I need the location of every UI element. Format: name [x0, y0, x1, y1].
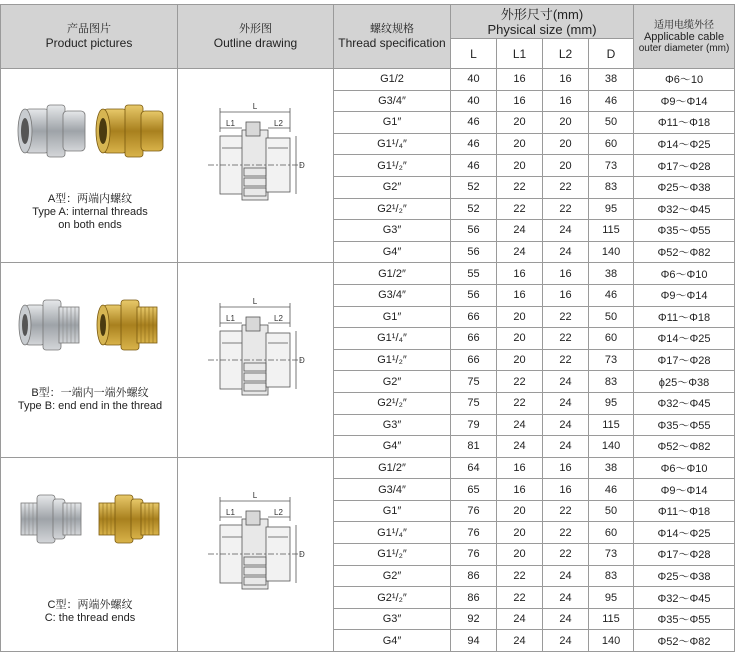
caption-en1: Type B: end end in the thread [17, 400, 163, 413]
l1-cell: 20 [497, 328, 543, 350]
l2-cell: 22 [543, 522, 589, 544]
thread-cell: G2¹/₂″ [334, 587, 451, 609]
spec-body [1, 69, 735, 652]
thread-cell: G3/4″ [334, 479, 451, 501]
l2-cell: 22 [543, 198, 589, 220]
l-cell: 75 [451, 392, 497, 414]
l1-cell: 20 [497, 349, 543, 371]
d-cell: 50 [589, 500, 634, 522]
cable-diameter-cell: Φ35～Φ55 [634, 414, 735, 436]
caption-en1: Type A: internal threads [32, 205, 148, 218]
l-cell: 81 [451, 436, 497, 458]
caption-zh: A型：两端内螺纹 [47, 192, 133, 205]
l-cell: 46 [451, 133, 497, 155]
product-photo [1, 265, 179, 385]
l1-cell: 16 [497, 69, 543, 91]
l1-cell: 20 [497, 155, 543, 177]
l2-cell: 24 [543, 630, 589, 652]
cable-diameter-cell: Φ32～Φ45 [634, 198, 735, 220]
outline-drawing [178, 279, 334, 439]
cable-diameter-cell: Φ11～Φ18 [634, 306, 735, 328]
l2-cell: 22 [543, 176, 589, 198]
l1-cell: 20 [497, 522, 543, 544]
d-cell: 73 [589, 544, 634, 566]
d-cell: 83 [589, 565, 634, 587]
dimension-label: L [252, 102, 258, 112]
l1-cell: 22 [497, 198, 543, 220]
l-cell: 66 [451, 306, 497, 328]
col-L2: L2 [543, 39, 589, 69]
l1-cell: 16 [497, 457, 543, 479]
col-D: D [589, 39, 634, 69]
l2-cell: 16 [543, 457, 589, 479]
l-cell: 52 [451, 198, 497, 220]
thread-cell: G1″ [334, 500, 451, 522]
thread-cell: G2″ [334, 176, 451, 198]
l2-cell: 16 [543, 90, 589, 112]
d-cell: 73 [589, 155, 634, 177]
l1-cell: 20 [497, 500, 543, 522]
header-product: 产品图片 Product pictures [1, 5, 178, 69]
caption-zh: C型：两端外螺纹 [47, 599, 133, 612]
cable-diameter-cell: Φ14～Φ25 [634, 328, 735, 350]
l2-cell: 22 [543, 349, 589, 371]
cable-diameter-cell: Φ52～Φ82 [634, 630, 735, 652]
product-photo [1, 71, 179, 191]
d-cell: 95 [589, 198, 634, 220]
l1-cell: 20 [497, 544, 543, 566]
cable-diameter-cell: Φ9～Φ14 [634, 284, 735, 306]
dimension-label: D [299, 161, 305, 171]
l1-cell: 16 [497, 90, 543, 112]
cable-diameter-cell: ϕ25～Φ38 [634, 371, 735, 393]
thread-cell: G1¹/₂″ [334, 544, 451, 566]
d-cell: 115 [589, 220, 634, 242]
thread-cell: G1¹/₂″ [334, 349, 451, 371]
d-cell: 50 [589, 306, 634, 328]
thread-cell: G3″ [334, 414, 451, 436]
l-cell: 64 [451, 457, 497, 479]
thread-cell: G4″ [334, 630, 451, 652]
thread-cell: G4″ [334, 241, 451, 263]
thread-cell: G1¹/₂″ [334, 155, 451, 177]
thread-cell: G1″ [334, 112, 451, 134]
d-cell: 60 [589, 133, 634, 155]
l1-cell: 20 [497, 112, 543, 134]
cable-diameter-cell: Φ35～Φ55 [634, 608, 735, 630]
l2-cell: 24 [543, 436, 589, 458]
d-cell: 73 [589, 349, 634, 371]
l-cell: 79 [451, 414, 497, 436]
product-photo [1, 459, 179, 579]
cable-diameter-cell: Φ11～Φ18 [634, 500, 735, 522]
dimension-label: L [252, 490, 258, 500]
outline-drawing [178, 473, 334, 633]
l2-cell: 24 [543, 241, 589, 263]
l-cell: 66 [451, 328, 497, 350]
l-cell: 56 [451, 284, 497, 306]
dimension-label: L [252, 296, 258, 306]
l1-cell: 22 [497, 565, 543, 587]
drawing-cell-type-b [178, 263, 334, 457]
thread-cell: G3/4″ [334, 284, 451, 306]
thread-cell: G3″ [334, 608, 451, 630]
dimension-label: L2 [274, 313, 283, 323]
l2-cell: 16 [543, 69, 589, 91]
l-cell: 46 [451, 155, 497, 177]
outline-drawing [178, 84, 334, 244]
thread-cell: G4″ [334, 436, 451, 458]
caption-en1: C: the thread ends [44, 612, 136, 625]
dimension-label: D [299, 355, 305, 365]
dimension-label: L2 [274, 119, 283, 129]
l1-cell: 24 [497, 608, 543, 630]
l1-cell: 22 [497, 392, 543, 414]
d-cell: 140 [589, 436, 634, 458]
thread-cell: G1/2″ [334, 457, 451, 479]
l2-cell: 24 [543, 414, 589, 436]
cable-diameter-cell: Φ17～Φ28 [634, 349, 735, 371]
d-cell: 95 [589, 392, 634, 414]
d-cell: 38 [589, 263, 634, 285]
l-cell: 86 [451, 565, 497, 587]
d-cell: 115 [589, 414, 634, 436]
l2-cell: 24 [543, 220, 589, 242]
l-cell: 76 [451, 500, 497, 522]
l-cell: 46 [451, 112, 497, 134]
thread-cell: G1¹/₄″ [334, 328, 451, 350]
cable-diameter-cell: Φ9～Φ14 [634, 479, 735, 501]
col-L1: L1 [497, 39, 543, 69]
l1-cell: 20 [497, 306, 543, 328]
header-thread: 螺纹规格 Thread specification [334, 5, 451, 69]
cable-diameter-cell: Φ6～Φ10 [634, 457, 735, 479]
l1-cell: 22 [497, 587, 543, 609]
l-cell: 76 [451, 544, 497, 566]
l-cell: 94 [451, 630, 497, 652]
l2-cell: 24 [543, 392, 589, 414]
product-caption [1, 387, 179, 413]
l2-cell: 22 [543, 500, 589, 522]
l-cell: 65 [451, 479, 497, 501]
cable-diameter-cell: Φ6～Φ10 [634, 263, 735, 285]
dimension-label: D [299, 549, 305, 559]
l-cell: 92 [451, 608, 497, 630]
l1-cell: 24 [497, 630, 543, 652]
d-cell: 46 [589, 284, 634, 306]
dimension-label: L1 [226, 119, 235, 129]
thread-cell: G2¹/₂″ [334, 392, 451, 414]
spec-table [0, 4, 735, 652]
d-cell: 60 [589, 328, 634, 350]
l-cell: 66 [451, 349, 497, 371]
l2-cell: 22 [543, 306, 589, 328]
thread-cell: G1″ [334, 306, 451, 328]
l2-cell: 22 [543, 328, 589, 350]
cable-diameter-cell: Φ52～Φ82 [634, 241, 735, 263]
cable-diameter-cell: Φ35～Φ55 [634, 220, 735, 242]
l2-cell: 16 [543, 263, 589, 285]
thread-cell: G1¹/₄″ [334, 522, 451, 544]
l1-cell: 20 [497, 133, 543, 155]
d-cell: 38 [589, 457, 634, 479]
l-cell: 56 [451, 220, 497, 242]
cable-diameter-cell: Φ52～Φ82 [634, 436, 735, 458]
d-cell: 95 [589, 587, 634, 609]
col-L: L [451, 39, 497, 69]
thread-cell: G1/2″ [334, 263, 451, 285]
d-cell: 60 [589, 522, 634, 544]
cable-diameter-cell: Φ32～Φ45 [634, 587, 735, 609]
l1-cell: 16 [497, 263, 543, 285]
caption-en2: on both ends [58, 218, 122, 231]
l-cell: 76 [451, 522, 497, 544]
l2-cell: 20 [543, 133, 589, 155]
thread-cell: G3″ [334, 220, 451, 242]
cable-diameter-cell: Φ32～Φ45 [634, 392, 735, 414]
thread-cell: G2″ [334, 371, 451, 393]
product-caption [1, 193, 179, 232]
caption-zh: B型：一端内一端外螺纹 [31, 387, 149, 400]
l2-cell: 24 [543, 371, 589, 393]
d-cell: 83 [589, 176, 634, 198]
l-cell: 75 [451, 371, 497, 393]
l1-cell: 16 [497, 284, 543, 306]
l-cell: 86 [451, 587, 497, 609]
d-cell: 38 [589, 69, 634, 91]
drawing-cell-type-c [178, 457, 334, 651]
dimension-label: L2 [274, 507, 283, 517]
d-cell: 83 [589, 371, 634, 393]
l1-cell: 24 [497, 220, 543, 242]
l2-cell: 16 [543, 479, 589, 501]
l-cell: 52 [451, 176, 497, 198]
thread-cell: G3/4″ [334, 90, 451, 112]
l2-cell: 24 [543, 608, 589, 630]
drawing-cell-type-a [178, 69, 334, 263]
d-cell: 115 [589, 608, 634, 630]
table-row [1, 69, 735, 91]
product-cell-type-b [1, 263, 178, 457]
header-size: 外形尺寸(mm) Physical size (mm) [451, 5, 634, 39]
header-outline: 外形图 Outline drawing [178, 5, 334, 69]
l-cell: 56 [451, 241, 497, 263]
l1-cell: 22 [497, 371, 543, 393]
cable-diameter-cell: Φ9～Φ14 [634, 90, 735, 112]
l2-cell: 24 [543, 587, 589, 609]
dimension-label: L1 [226, 507, 235, 517]
thread-cell: G2″ [334, 565, 451, 587]
cable-diameter-cell: Φ25～Φ38 [634, 565, 735, 587]
l-cell: 55 [451, 263, 497, 285]
d-cell: 46 [589, 90, 634, 112]
l1-cell: 24 [497, 436, 543, 458]
thread-cell: G1¹/₄″ [334, 133, 451, 155]
d-cell: 140 [589, 630, 634, 652]
cable-diameter-cell: Φ6～10 [634, 69, 735, 91]
thread-cell: G2¹/₂″ [334, 198, 451, 220]
cable-diameter-cell: Φ14～Φ25 [634, 522, 735, 544]
dimension-label: L1 [226, 313, 235, 323]
cable-diameter-cell: Φ11～Φ18 [634, 112, 735, 134]
l2-cell: 20 [543, 112, 589, 134]
l2-cell: 16 [543, 284, 589, 306]
l1-cell: 22 [497, 176, 543, 198]
cable-diameter-cell: Φ14～Φ25 [634, 133, 735, 155]
thread-cell: G1/2 [334, 69, 451, 91]
header-cable: 适用电缆外径 Applicable cable outer diameter (mm) [634, 5, 735, 69]
d-cell: 50 [589, 112, 634, 134]
table-row [1, 457, 735, 479]
d-cell: 140 [589, 241, 634, 263]
l2-cell: 24 [543, 565, 589, 587]
table-row [1, 263, 735, 285]
cable-diameter-cell: Φ17～Φ28 [634, 155, 735, 177]
product-cell-type-a [1, 69, 178, 263]
l1-cell: 24 [497, 241, 543, 263]
d-cell: 46 [589, 479, 634, 501]
l-cell: 40 [451, 90, 497, 112]
l-cell: 40 [451, 69, 497, 91]
product-cell-type-c [1, 457, 178, 651]
cable-diameter-cell: Φ17～Φ28 [634, 544, 735, 566]
product-caption [1, 599, 179, 625]
l1-cell: 16 [497, 479, 543, 501]
l2-cell: 20 [543, 155, 589, 177]
l1-cell: 24 [497, 414, 543, 436]
l2-cell: 22 [543, 544, 589, 566]
cable-diameter-cell: Φ25～Φ38 [634, 176, 735, 198]
